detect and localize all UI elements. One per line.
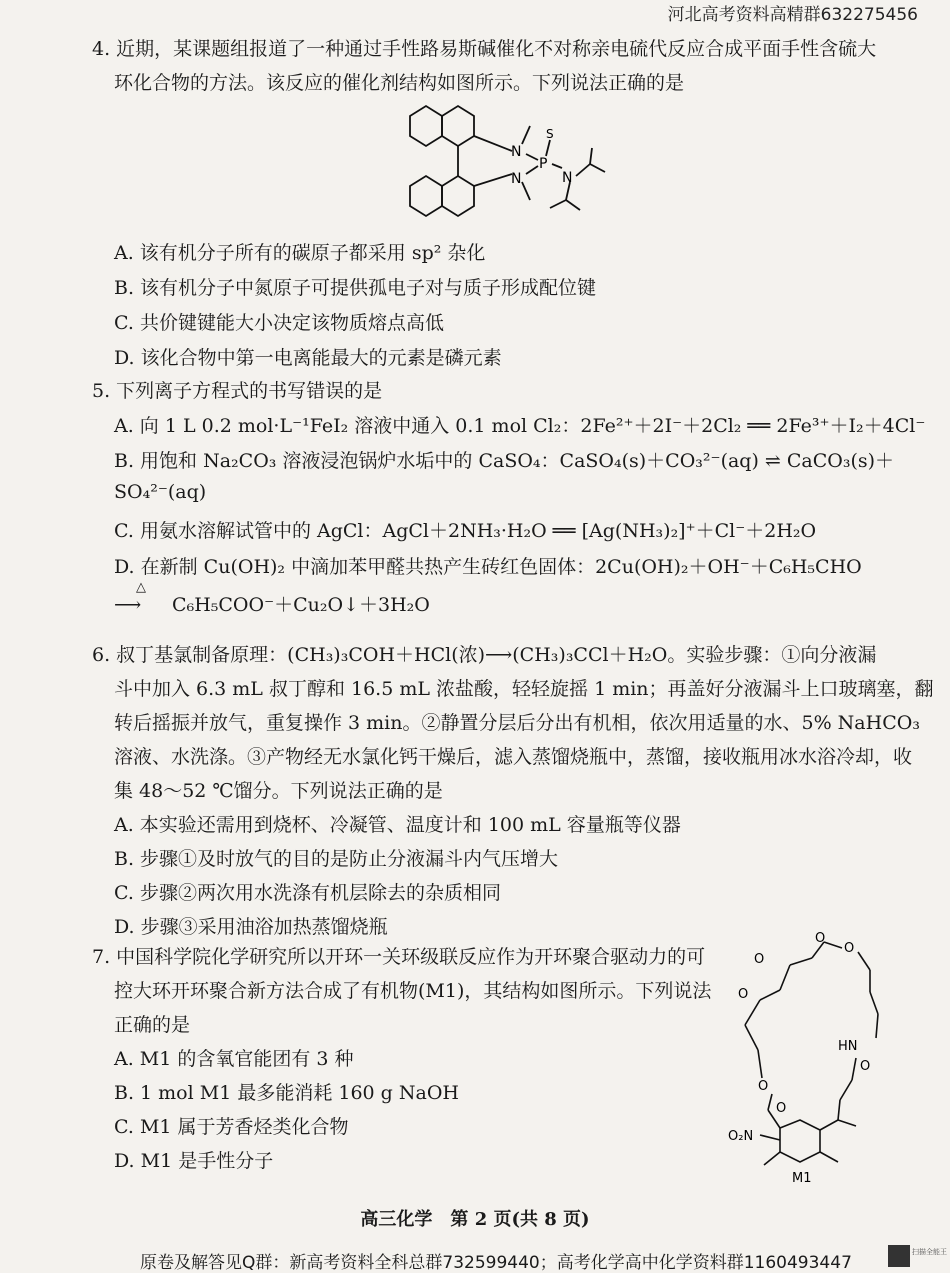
nitrogen-atom-2: N [511, 171, 522, 187]
q5-option-d-products: C₆H₅COO⁻＋Cu₂O↓＋3H₂O [172, 594, 430, 616]
q7-option-b: B. 1 mol M1 最多能消耗 160 g NaOH [114, 1082, 459, 1104]
q6-option-c: C. 步骤②两次用水洗涤有机层除去的杂质相同 [114, 882, 501, 904]
q7-stem-line1: 7. 中国科学院化学研究所以开环一关环级联反应作为开环聚合驱动力的可 [92, 946, 706, 968]
nitrogen-atom-3: N [562, 170, 573, 186]
q7-stem-line3: 正确的是 [114, 1014, 191, 1036]
oxygen-atom-5: O [758, 1079, 769, 1094]
nitro-group: O₂N [728, 1129, 754, 1144]
q7-option-c: C. M1 属于芳香烃类化合物 [114, 1116, 349, 1138]
qr-code-icon [888, 1245, 910, 1267]
q7-option-d: D. M1 是手性分子 [114, 1150, 274, 1172]
q4-option-c: C. 共价键键能大小决定该物质熔点高低 [114, 312, 444, 334]
q4-option-a: A. 该有机分子所有的碳原子都采用 sp² 杂化 [114, 242, 486, 264]
q4-stem-line1: 4. 近期，某课题组报道了一种通过手性路易斯碱催化不对称亲电硫代反应合成平面手性含硫大 [92, 38, 877, 60]
q4-catalyst-structure [400, 96, 630, 226]
q6-stem-line1: 6. 叔丁基氯制备原理：(CH₃)₃COH＋HCl(浓)⟶(CH₃)₃CCl＋H₂O。实验步骤：①向分液漏 [92, 644, 877, 666]
oxygen-atom-1: O [815, 931, 826, 946]
q5-option-c: C. 用氨水溶解试管中的 AgCl：AgCl＋2NH₃·H₂O ══ [Ag(NH₃)₂]⁺＋Cl⁻＋2H₂O [114, 520, 817, 542]
sulfur-atom: S [546, 127, 554, 141]
q4-option-b: B. 该有机分子中氮原子可提供孤电子对与质子形成配位键 [114, 277, 597, 299]
m1-label: M1 [792, 1171, 812, 1186]
q6-stem-line3: 转后摇振并放气，重复操作 3 min。②静置分层后分出有机相，依次用适量的水、5% NaHCO₃ [114, 712, 920, 734]
q7-option-a: A. M1 的含氧官能团有 3 种 [114, 1048, 354, 1070]
oxygen-atom-7: O [860, 1059, 871, 1074]
oxygen-atom-4: O [738, 987, 749, 1002]
q5-option-b-line2: SO₄²⁻(aq) [114, 481, 207, 503]
top-watermark: 河北高考资料高精群632275456 [667, 5, 918, 25]
page-footer: 高三化学 第 2 页(共 8 页) [360, 1209, 590, 1230]
q6-option-d: D. 步骤③采用油浴加热蒸馏烧瓶 [114, 916, 388, 938]
q5-stem: 5. 下列离子方程式的书写错误的是 [92, 380, 383, 402]
bottom-watermark: 原卷及解答见Q群：新高考资料全科总群732599440；高考化学高中化学资料群1160493447 [140, 1253, 852, 1273]
scanner-app-label: 扫描全能王 [912, 1248, 947, 1256]
q5-option-d-line2 [114, 580, 430, 617]
q6-stem-line2: 斗中加入 6.3 mL 叔丁醇和 16.5 mL 浓盐酸，轻轻旋摇 1 min；再盖好分液漏斗上口玻璃塞，翻 [114, 678, 934, 700]
reaction-arrow: ⟶ [114, 594, 142, 616]
heat-symbol: △ [136, 580, 146, 595]
q5-option-d-line1: D. 在新制 Cu(OH)₂ 中滴加苯甲醛共热产生砖红色固体：2Cu(OH)₂＋OH⁻＋C₆H₅CHO [114, 556, 862, 578]
oxygen-atom-2: O [844, 941, 855, 956]
q6-stem-line5: 集 48～52 ℃馏分。下列说法正确的是 [114, 780, 443, 802]
q7-stem-line2: 控大环开环聚合新方法合成了有机物(M1)，其结构如图所示。下列说法 [114, 980, 712, 1002]
q6-stem-line4: 溶液、水洗涤。③产物经无水氯化钙干燥后，滤入蒸馏烧瓶中，蒸馏，接收瓶用冰水浴冷却，收 [114, 746, 913, 768]
q4-stem-line2: 环化合物的方法。该反应的催化剂结构如图所示。下列说法正确的是 [114, 72, 685, 94]
oxygen-atom-6: O [776, 1101, 787, 1116]
amide-nh: HN [838, 1039, 858, 1054]
oxygen-atom-3: O [754, 952, 765, 967]
q5-option-a: A. 向 1 L 0.2 mol·L⁻¹FeI₂ 溶液中通入 0.1 mol Cl₂：2Fe²⁺＋2I⁻＋2Cl₂ ══ 2Fe³⁺＋I₂＋4Cl⁻ [114, 415, 926, 437]
q5-option-b-line1: B. 用饱和 Na₂CO₃ 溶液浸泡锅炉水垢中的 CaSO₄：CaSO₄(s)＋CO₃²⁻(aq) ⇌ CaCO₃(s)＋ [114, 450, 895, 472]
nitrogen-atom-1: N [511, 144, 522, 160]
q7-m1-structure [720, 930, 920, 1190]
q4-option-d: D. 该化合物中第一电离能最大的元素是磷元素 [114, 347, 502, 369]
q6-option-b: B. 步骤①及时放气的目的是防止分液漏斗内气压增大 [114, 848, 559, 870]
q6-option-a: A. 本实验还需用到烧杯、冷凝管、温度计和 100 mL 容量瓶等仪器 [114, 814, 681, 836]
phosphorus-atom: P [539, 156, 548, 172]
